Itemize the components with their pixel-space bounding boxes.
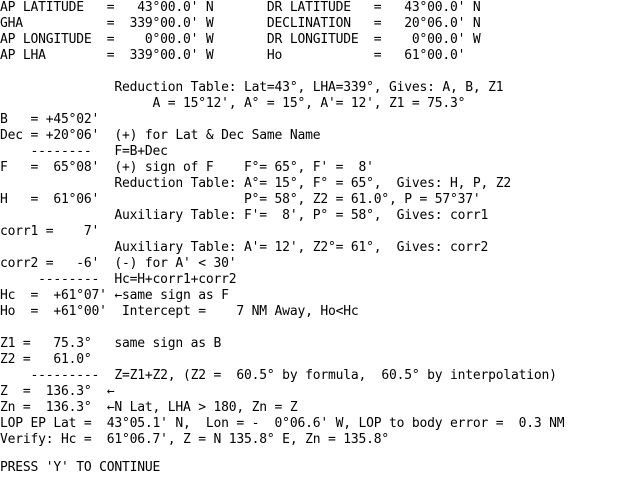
dec-value-line: Dec = +20°06' (+) for Lat & Dec Same Name — [0, 128, 321, 143]
ap-lha-row: AP LHA = 339°00.0' W Ho = 61°00.0' — [0, 48, 466, 63]
reduction-table-header: Reduction Table: Lat=43°, LHA=339°, Gives: A, B, Z1 — [0, 80, 504, 95]
h-value-line: H = 61°06' P°= 58°, Z2 = 61.0°, P = 57°37' — [0, 192, 481, 207]
hc-value-line: Hc = +61°07' ←same sign as F — [0, 288, 229, 303]
lop-ep-line: LOP EP Lat = 43°05.1' N, Lon = - 0°06.6' W, LOP to body error = 0.3 NM — [0, 416, 565, 431]
verify-line: Verify: Hc = 61°06.7', Z = N 135.8° E, Zn = 135.8° — [0, 432, 389, 447]
gha-row: GHA = 339°00.0' W DECLINATION = 20°06.0' N — [0, 16, 481, 31]
auxiliary-table-line-1: Auxiliary Table: F'= 8', P° = 58°, Gives: corr1 — [0, 208, 489, 223]
ap-longitude-row: AP LONGITUDE = 0°00.0' W DR LONGITUDE = 0°00.0' W — [0, 32, 481, 47]
z-formula-line: --------- Z=Z1+Z2, (Z2 = 60.5° by formula, 60.5° by interpolation) — [0, 368, 557, 383]
corr1-line: corr1 = 7' — [0, 224, 100, 239]
b-value-line: B = +45°02' — [0, 112, 100, 127]
reduction-table-line-2: Reduction Table: A°= 15°, F° = 65°, Gives: H, P, Z2 — [0, 176, 511, 191]
ho-intercept-line: Ho = +61°00' Intercept = 7 NM Away, Ho<Hc — [0, 304, 359, 319]
f-formula-line: -------- F=B+Dec — [0, 144, 168, 159]
ap-latitude-row: AP LATITUDE = 43°00.0' N DR LATITUDE = 43°00.0' N — [0, 0, 481, 15]
zn-value-line: Zn = 136.3° ←N Lat, LHA > 180, Zn = Z — [0, 400, 298, 415]
f-value-line: F = 65°08' (+) sign of F F°= 65°, F' = 8' — [0, 160, 374, 175]
continue-prompt[interactable]: PRESS 'Y' TO CONTINUE — [0, 460, 161, 475]
z2-value-line: Z2 = 61.0° — [0, 352, 92, 367]
z-value-line: Z = 136.3° ← — [0, 384, 115, 399]
corr2-line: corr2 = -6' (-) for A' < 30' — [0, 256, 237, 271]
auxiliary-table-line-2: Auxiliary Table: A'= 12', Z2°= 61°, Gives: corr2 — [0, 240, 489, 255]
z1-value-line: Z1 = 75.3° same sign as B — [0, 336, 222, 351]
a-values-line: A = 15°12', A° = 15°, A'= 12', Z1 = 75.3° — [0, 96, 466, 111]
hc-formula-line: -------- Hc=H+corr1+corr2 — [0, 272, 237, 287]
